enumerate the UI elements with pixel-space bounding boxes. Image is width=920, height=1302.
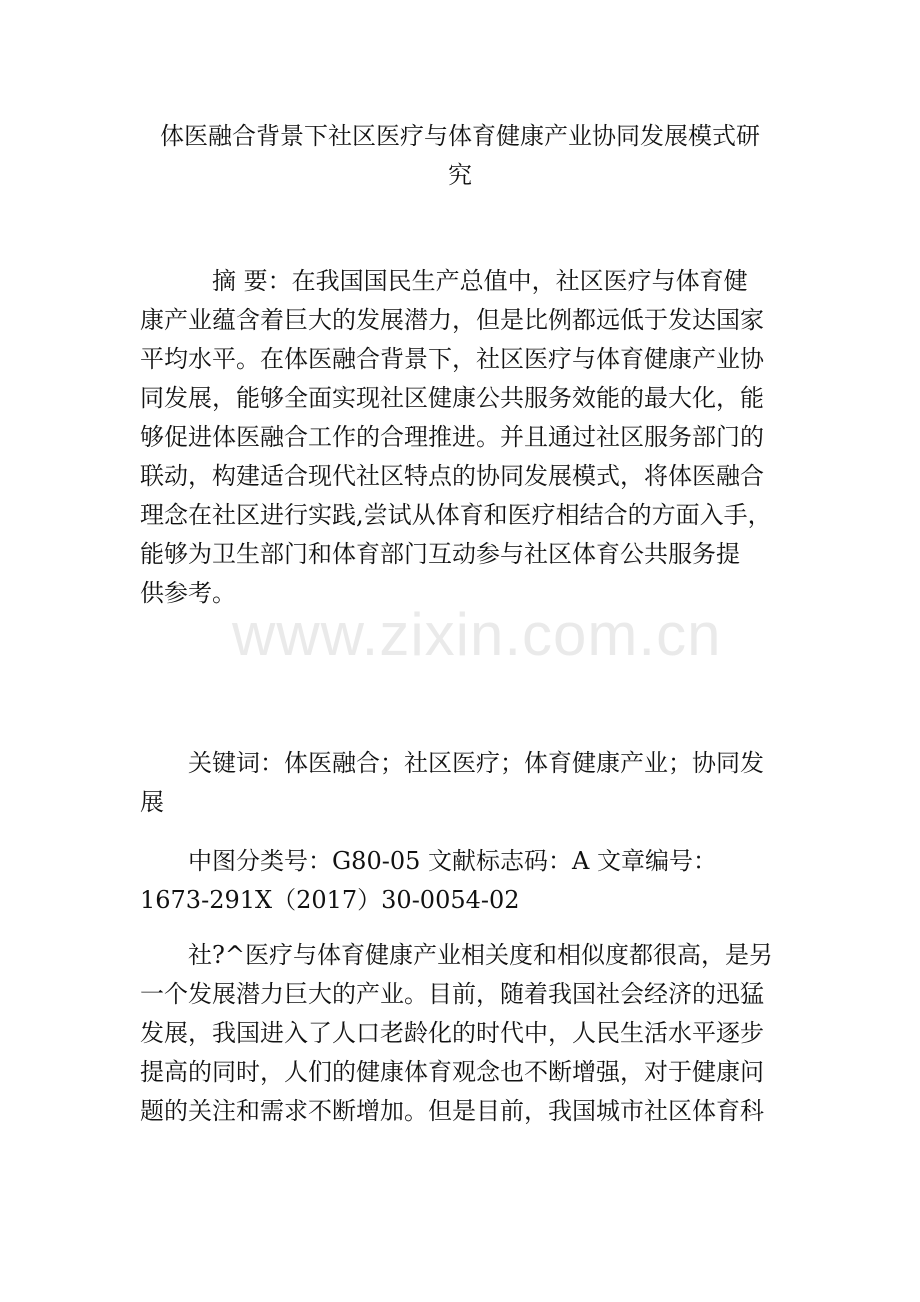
- abstract-line: 供参考。: [140, 579, 236, 607]
- abstract-line: 平均水平。在体医融合背景下，社区医疗与体育健康产业协: [140, 345, 764, 373]
- keywords-line: 关键词：体医融合；社区医疗；体育健康产业；协同发: [188, 749, 764, 777]
- abstract-line: 康产业蕴含着巨大的发展潜力，但是比例都远低于发达国家: [140, 306, 764, 334]
- abstract-line: 同发展，能够全面实现社区健康公共服务效能的最大化，能: [140, 384, 764, 412]
- paper-title: [140, 113, 780, 191]
- watermark: www.zixin.com.cn: [232, 601, 722, 668]
- title-line: 究: [448, 161, 472, 189]
- abstract-line: 摘 要：在我国国民生产总值中，社区医疗与体育健: [212, 267, 748, 295]
- classification-line: 中图分类号：G80-05 文献标志码：A 文章编号：: [188, 847, 717, 875]
- title-line: 体医融合背景下社区医疗与体育健康产业协同发展模式研: [160, 122, 760, 150]
- body-line: 题的关注和需求不断增加。但是目前，我国城市社区体育科: [140, 1097, 764, 1125]
- abstract-paragraph: [140, 262, 780, 613]
- abstract-line: 理念在社区进行实践,尝试从体育和医疗相结合的方面入手，: [140, 501, 772, 529]
- keywords-paragraph: [140, 744, 780, 822]
- body-line: 发展，我国进入了人口老龄化的时代中，人民生活水平逐步: [140, 1019, 764, 1047]
- body-line: 社?^医疗与体育健康产业相关度和相似度都很高，是另: [188, 941, 773, 969]
- abstract-line: 够促进体医融合工作的合理推进。并且通过社区服务部门的: [140, 423, 764, 451]
- abstract-line: 能够为卫生部门和体育部门互动参与社区体育公共服务提: [140, 540, 740, 568]
- body-line: 一个发展潜力巨大的产业。目前，随着我国社会经济的迅猛: [140, 980, 764, 1008]
- keywords-line: 展: [140, 788, 164, 816]
- body-paragraph: [140, 936, 780, 1131]
- abstract-line: 联动，构建适合现代社区特点的协同发展模式，将体医融合: [140, 462, 764, 490]
- classification-paragraph: [140, 842, 780, 920]
- classification-line: 1673-291X（2017）30-0054-02: [140, 886, 520, 914]
- body-line: 提高的同时，人们的健康体育观念也不断增强，对于健康问: [140, 1058, 764, 1086]
